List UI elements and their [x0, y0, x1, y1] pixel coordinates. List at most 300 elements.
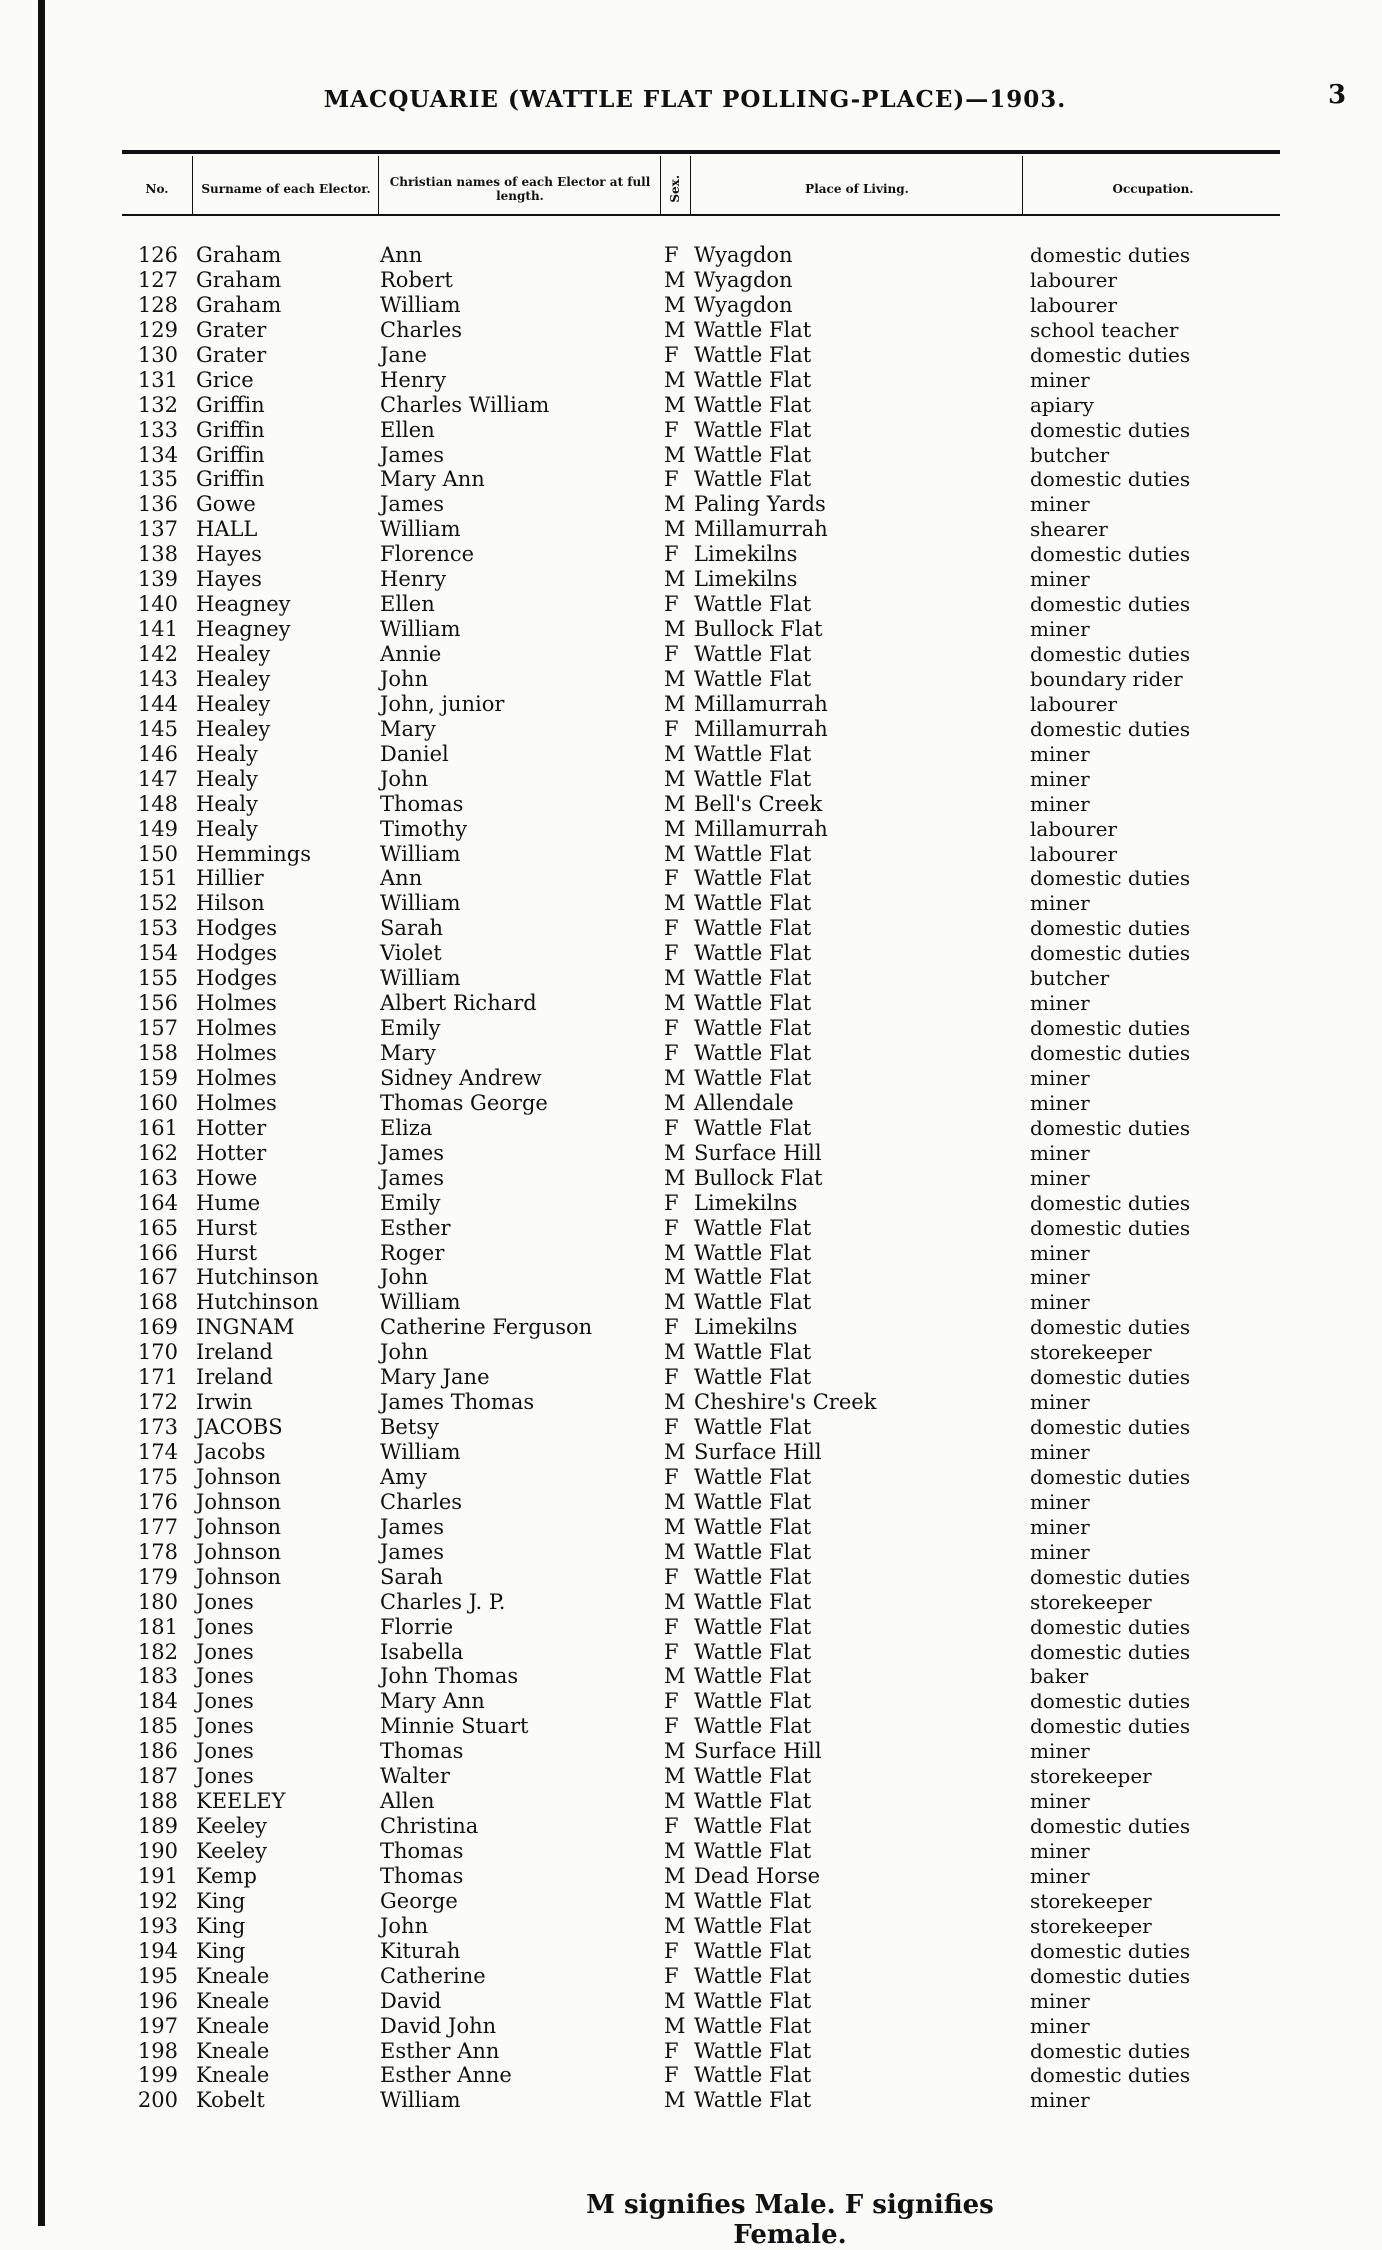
elector-surname: Holmes	[196, 1016, 277, 1041]
elector-christian-names: Jane	[380, 342, 427, 367]
elector-number: 132	[137, 392, 178, 417]
elector-christian-names: Violet	[380, 941, 442, 966]
elector-place-of-living: Wattle Flat	[694, 1714, 812, 1739]
table-row	[0, 866, 1382, 891]
elector-surname: Healey	[196, 691, 271, 716]
elector-surname: Healey	[196, 716, 271, 741]
elector-christian-names: Ellen	[380, 417, 435, 442]
table-row	[0, 1290, 1382, 1315]
elector-surname: Jones	[196, 1664, 254, 1689]
elector-sex: M	[664, 1839, 686, 1863]
table-row	[0, 1016, 1382, 1041]
elector-place-of-living: Wattle Flat	[694, 1365, 812, 1390]
elector-surname: Hodges	[196, 966, 278, 991]
elector-occupation: domestic duties	[1030, 1315, 1191, 1340]
elector-occupation: butcher	[1030, 442, 1110, 467]
elector-surname: Healy	[196, 816, 258, 841]
table-row	[0, 1166, 1382, 1191]
elector-christian-names: Albert Richard	[380, 991, 537, 1016]
elector-surname: Jones	[196, 1639, 254, 1664]
elector-sex: M	[664, 741, 686, 766]
table-row	[0, 592, 1382, 617]
elector-christian-names: James	[380, 1514, 445, 1539]
elector-occupation: domestic duties	[1030, 467, 1191, 492]
elector-number: 172	[137, 1390, 178, 1415]
elector-number: 162	[137, 1140, 178, 1165]
elector-occupation: miner	[1030, 1265, 1090, 1290]
elector-place-of-living: Wattle Flat	[694, 642, 812, 666]
col-header-surname: Surname of each Elector.	[201, 182, 371, 196]
elector-sex: M	[664, 1340, 686, 1365]
table-row	[0, 1864, 1382, 1889]
elector-sex: F	[664, 542, 679, 567]
elector-place-of-living: Wattle Flat	[694, 1016, 812, 1041]
elector-place-of-living: Wattle Flat	[694, 1789, 812, 1814]
elector-place-of-living: Wattle Flat	[694, 1215, 812, 1240]
elector-occupation: miner	[1030, 492, 1090, 517]
elector-place-of-living: Wattle Flat	[694, 1689, 812, 1714]
elector-number: 161	[137, 1115, 178, 1140]
elector-occupation: school teacher	[1030, 317, 1179, 342]
elector-surname: King	[196, 1913, 246, 1938]
elector-number: 168	[137, 1290, 178, 1315]
elector-occupation: domestic duties	[1030, 1689, 1191, 1714]
table-row	[0, 492, 1382, 517]
elector-surname: Hillier	[196, 866, 264, 891]
elector-place-of-living: Wattle Flat	[694, 866, 812, 891]
elector-occupation: domestic duties	[1030, 1115, 1191, 1140]
elector-place-of-living: Bell's Creek	[694, 791, 823, 816]
elector-surname: Hodges	[196, 916, 278, 941]
elector-christian-names: Mary Ann	[380, 1689, 485, 1714]
elector-place-of-living: Wattle Flat	[694, 467, 812, 492]
elector-sex: F	[664, 1714, 679, 1739]
table-row	[0, 1066, 1382, 1091]
elector-place-of-living: Dead Horse	[694, 1863, 821, 1888]
table-row	[0, 243, 1382, 268]
elector-place-of-living: Wattle Flat	[694, 1265, 812, 1290]
table-row	[0, 1490, 1382, 1515]
col-header-place: Place of Living.	[805, 182, 909, 196]
elector-occupation: domestic duties	[1030, 542, 1191, 567]
elector-christian-names: John	[380, 1340, 429, 1365]
elector-surname: Hotter	[196, 1115, 267, 1140]
elector-place-of-living: Wattle Flat	[694, 891, 812, 916]
elector-place-of-living: Bullock Flat	[694, 617, 823, 642]
elector-christian-names: Roger	[380, 1240, 445, 1265]
elector-number: 179	[137, 1564, 178, 1589]
elector-surname: KEELEY	[196, 1789, 286, 1814]
elector-sex: M	[664, 1240, 686, 1265]
elector-sex: M	[664, 666, 686, 691]
elector-occupation: labourer	[1030, 292, 1118, 317]
table-row	[0, 517, 1382, 542]
elector-christian-names: William	[380, 966, 461, 991]
table-row	[0, 268, 1382, 293]
elector-surname: Holmes	[196, 991, 277, 1016]
elector-christian-names: James	[380, 1140, 445, 1165]
elector-number: 146	[137, 741, 178, 766]
elector-sex: F	[664, 716, 679, 741]
table-row	[0, 667, 1382, 692]
elector-number: 126	[137, 243, 178, 267]
elector-sex: F	[664, 1190, 679, 1215]
elector-christian-names: Minnie Stuart	[380, 1714, 529, 1739]
elector-christian-names: Esther Anne	[380, 2063, 512, 2088]
elector-surname: Hurst	[196, 1240, 258, 1265]
elector-surname: Johnson	[196, 1489, 282, 1514]
elector-number: 199	[137, 2063, 178, 2088]
elector-sex: F	[664, 1365, 679, 1390]
elector-surname: Howe	[196, 1165, 258, 1190]
elector-surname: Jones	[196, 1714, 254, 1739]
elector-place-of-living: Wattle Flat	[694, 1814, 812, 1839]
elector-sex: F	[664, 1614, 679, 1639]
table-row	[0, 443, 1382, 468]
elector-surname: Heagney	[196, 617, 291, 642]
table-row	[0, 1664, 1382, 1689]
elector-occupation: labourer	[1030, 816, 1118, 841]
elector-sex: M	[664, 2088, 686, 2113]
elector-christian-names: Thomas	[380, 1863, 464, 1888]
elector-christian-names: Florrie	[380, 1614, 454, 1639]
elector-sex: F	[664, 642, 679, 666]
elector-surname: Kneale	[196, 1988, 270, 2013]
table-row	[0, 2014, 1382, 2039]
elector-sex: F	[664, 467, 679, 492]
elector-sex: M	[664, 517, 686, 542]
table-row	[0, 418, 1382, 443]
elector-sex: M	[664, 1065, 686, 1090]
elector-occupation: miner	[1030, 1065, 1090, 1090]
table-row	[0, 1814, 1382, 1839]
elector-christian-names: Mary	[380, 716, 436, 741]
elector-christian-names: John	[380, 666, 429, 691]
elector-christian-names: Ann	[380, 243, 423, 267]
table-row	[0, 1041, 1382, 1066]
elector-surname: Ireland	[196, 1340, 273, 1365]
elector-christian-names: Kiturah	[380, 1938, 461, 1963]
table-row	[0, 343, 1382, 368]
elector-sex: M	[664, 1090, 686, 1115]
table-row	[0, 318, 1382, 343]
elector-number: 193	[137, 1913, 178, 1938]
elector-occupation: domestic duties	[1030, 1016, 1191, 1041]
elector-occupation: domestic duties	[1030, 2063, 1191, 2088]
page-title: MACQUARIE (WATTLE FLAT POLLING-PLACE)—1903.	[323, 86, 1067, 113]
table-row	[0, 891, 1382, 916]
elector-occupation: miner	[1030, 1839, 1090, 1863]
elector-place-of-living: Wattle Flat	[694, 991, 812, 1016]
elector-surname: Johnson	[196, 1564, 282, 1589]
elector-number: 145	[137, 716, 178, 741]
elector-place-of-living: Wattle Flat	[694, 1614, 812, 1639]
elector-surname: Griffin	[196, 392, 265, 417]
header-rule-top	[122, 150, 1280, 154]
elector-place-of-living: Limekilns	[694, 1315, 798, 1340]
elector-surname: Griffin	[196, 467, 265, 492]
elector-surname: Gowe	[196, 492, 256, 517]
elector-number: 192	[137, 1888, 178, 1913]
elector-place-of-living: Wattle Flat	[694, 1888, 812, 1913]
elector-occupation: domestic duties	[1030, 2038, 1191, 2063]
elector-number: 182	[137, 1639, 178, 1664]
elector-occupation: domestic duties	[1030, 1041, 1191, 1065]
elector-number: 171	[137, 1365, 178, 1390]
table-row	[0, 642, 1382, 667]
elector-place-of-living: Wattle Flat	[694, 1041, 812, 1065]
elector-surname: Heagney	[196, 592, 291, 617]
elector-occupation: storekeeper	[1030, 1764, 1152, 1789]
elector-place-of-living: Wattle Flat	[694, 841, 812, 866]
elector-occupation: miner	[1030, 1165, 1090, 1190]
table-row	[0, 1714, 1382, 1739]
elector-place-of-living: Wattle Flat	[694, 442, 812, 467]
elector-place-of-living: Wattle Flat	[694, 1564, 812, 1589]
elector-sex: M	[664, 766, 686, 791]
elector-place-of-living: Wattle Flat	[694, 916, 812, 941]
elector-number: 195	[137, 1963, 178, 1988]
elector-christian-names: Emily	[380, 1016, 441, 1041]
elector-place-of-living: Wattle Flat	[694, 392, 812, 417]
elector-surname: Hayes	[196, 542, 262, 567]
table-row	[0, 1440, 1382, 1465]
elector-occupation: domestic duties	[1030, 417, 1191, 442]
elector-sex: M	[664, 1265, 686, 1290]
elector-number: 189	[137, 1814, 178, 1839]
elector-sex: M	[664, 1390, 686, 1415]
col-header-sex-label: Sex.	[668, 175, 682, 203]
elector-place-of-living: Wattle Flat	[694, 2038, 812, 2063]
elector-occupation: domestic duties	[1030, 642, 1191, 666]
table-row	[0, 1390, 1382, 1415]
elector-occupation: storekeeper	[1030, 1589, 1152, 1614]
elector-christian-names: William	[380, 2088, 461, 2113]
table-row	[0, 1265, 1382, 1290]
elector-number: 160	[137, 1090, 178, 1115]
elector-place-of-living: Millamurrah	[694, 716, 828, 741]
elector-occupation: miner	[1030, 741, 1090, 766]
elector-place-of-living: Wattle Flat	[694, 1489, 812, 1514]
elector-occupation: domestic duties	[1030, 1614, 1191, 1639]
elector-christian-names: David	[380, 1988, 442, 2013]
elector-surname: Kneale	[196, 2038, 270, 2063]
table-row	[0, 1615, 1382, 1640]
elector-sex: M	[664, 966, 686, 991]
elector-place-of-living: Wattle Flat	[694, 1065, 812, 1090]
elector-occupation: miner	[1030, 1240, 1090, 1265]
elector-christian-names: Sidney Andrew	[380, 1065, 542, 1090]
elector-occupation: labourer	[1030, 691, 1118, 716]
elector-surname: Holmes	[196, 1041, 277, 1065]
elector-occupation: domestic duties	[1030, 592, 1191, 617]
table-row	[0, 1565, 1382, 1590]
elector-place-of-living: Wattle Flat	[694, 2013, 812, 2038]
elector-occupation: domestic duties	[1030, 941, 1191, 966]
elector-occupation: miner	[1030, 617, 1090, 642]
elector-sex: F	[664, 1639, 679, 1664]
elector-sex: M	[664, 292, 686, 317]
elector-number: 140	[137, 592, 178, 617]
elector-surname: Graham	[196, 267, 282, 292]
table-row	[0, 1789, 1382, 1814]
elector-place-of-living: Wattle Flat	[694, 367, 812, 392]
elector-sex: F	[664, 1016, 679, 1041]
elector-number: 183	[137, 1664, 178, 1689]
elector-number: 164	[137, 1190, 178, 1215]
elector-occupation: miner	[1030, 1514, 1090, 1539]
elector-place-of-living: Wyagdon	[694, 267, 793, 292]
table-row	[0, 1141, 1382, 1166]
elector-christian-names: Daniel	[380, 741, 449, 766]
table-row	[0, 293, 1382, 318]
elector-place-of-living: Wattle Flat	[694, 1514, 812, 1539]
table-row	[0, 1091, 1382, 1116]
elector-number: 180	[137, 1589, 178, 1614]
elector-surname: Griffin	[196, 417, 265, 442]
elector-christian-names: Sarah	[380, 916, 443, 941]
elector-place-of-living: Wattle Flat	[694, 1988, 812, 2013]
elector-surname: Healy	[196, 741, 258, 766]
elector-christian-names: Isabella	[380, 1639, 464, 1664]
table-row	[0, 1365, 1382, 1390]
elector-sex: F	[664, 1814, 679, 1839]
sex-legend: M signifies Male. F signifies Female.	[586, 2190, 994, 2250]
elector-place-of-living: Surface Hill	[694, 1739, 822, 1764]
elector-sex: M	[664, 617, 686, 642]
table-row	[0, 1191, 1382, 1216]
elector-occupation: domestic duties	[1030, 243, 1191, 267]
elector-surname: Hutchinson	[196, 1265, 319, 1290]
elector-occupation: miner	[1030, 1290, 1090, 1315]
elector-surname: Grater	[196, 317, 267, 342]
header-rule-bottom	[122, 214, 1280, 216]
elector-place-of-living: Wattle Flat	[694, 1839, 812, 1863]
elector-number: 181	[137, 1614, 178, 1639]
elector-surname: Kneale	[196, 1963, 270, 1988]
elector-surname: Griffin	[196, 442, 265, 467]
table-row	[0, 1116, 1382, 1141]
elector-occupation: butcher	[1030, 966, 1110, 991]
elector-surname: Hurst	[196, 1215, 258, 1240]
elector-number: 170	[137, 1340, 178, 1365]
elector-occupation: domestic duties	[1030, 1639, 1191, 1664]
elector-sex: M	[664, 1789, 686, 1814]
elector-christian-names: William	[380, 617, 461, 642]
elector-christian-names: John	[380, 1913, 429, 1938]
elector-place-of-living: Millamurrah	[694, 816, 828, 841]
elector-sex: F	[664, 1963, 679, 1988]
elector-number: 196	[137, 1988, 178, 2013]
table-row	[0, 966, 1382, 991]
table-row	[0, 742, 1382, 767]
elector-sex: M	[664, 1489, 686, 1514]
elector-sex: M	[664, 317, 686, 342]
table-row	[0, 692, 1382, 717]
elector-place-of-living: Surface Hill	[694, 1440, 822, 1464]
elector-number: 184	[137, 1689, 178, 1714]
elector-number: 153	[137, 916, 178, 941]
elector-christian-names: Charles	[380, 317, 463, 342]
elector-sex: M	[664, 891, 686, 916]
elector-surname: Healy	[196, 791, 258, 816]
elector-occupation: domestic duties	[1030, 916, 1191, 941]
elector-christian-names: Timothy	[380, 816, 468, 841]
elector-christian-names: Thomas	[380, 1739, 464, 1764]
elector-christian-names: Eliza	[380, 1115, 433, 1140]
elector-sex: F	[664, 1464, 679, 1489]
table-row	[0, 1540, 1382, 1565]
elector-surname: Hilson	[196, 891, 265, 916]
elector-place-of-living: Limekilns	[694, 1190, 798, 1215]
elector-sex: M	[664, 1140, 686, 1165]
elector-christian-names: Florence	[380, 542, 475, 567]
table-row	[0, 842, 1382, 867]
elector-sex: F	[664, 2063, 679, 2088]
elector-surname: Holmes	[196, 1065, 277, 1090]
table-row	[0, 1839, 1382, 1864]
elector-sex: M	[664, 791, 686, 816]
elector-place-of-living: Wattle Flat	[694, 966, 812, 991]
elector-surname: INGNAM	[196, 1315, 295, 1340]
elector-christian-names: William	[380, 1440, 461, 1464]
elector-number: 151	[137, 866, 178, 891]
elector-occupation: domestic duties	[1030, 866, 1191, 891]
elector-sex: M	[664, 1739, 686, 1764]
elector-occupation: domestic duties	[1030, 1365, 1191, 1390]
elector-surname: Hayes	[196, 567, 262, 592]
elector-occupation: domestic duties	[1030, 1190, 1191, 1215]
elector-christian-names: William	[380, 841, 461, 866]
elector-occupation: labourer	[1030, 841, 1118, 866]
elector-place-of-living: Wattle Flat	[694, 1340, 812, 1365]
elector-place-of-living: Wattle Flat	[694, 1664, 812, 1689]
elector-place-of-living: Bullock Flat	[694, 1165, 823, 1190]
elector-place-of-living: Wattle Flat	[694, 941, 812, 966]
elector-number: 130	[137, 342, 178, 367]
elector-occupation: domestic duties	[1030, 1938, 1191, 1963]
elector-occupation: miner	[1030, 1789, 1090, 1814]
elector-sex: M	[664, 567, 686, 592]
elector-sex: F	[664, 1938, 679, 1963]
elector-number: 191	[137, 1863, 178, 1888]
table-row	[0, 1964, 1382, 1989]
elector-number: 176	[137, 1489, 178, 1514]
elector-surname: Johnson	[196, 1539, 282, 1564]
table-row	[0, 617, 1382, 642]
elector-number: 188	[137, 1789, 178, 1814]
elector-place-of-living: Wattle Flat	[694, 1290, 812, 1315]
elector-occupation: domestic duties	[1030, 1215, 1191, 1240]
elector-sex: M	[664, 1764, 686, 1789]
elector-place-of-living: Limekilns	[694, 542, 798, 567]
elector-sex: M	[664, 1664, 686, 1689]
elector-christian-names: James Thomas	[380, 1390, 535, 1415]
elector-occupation: baker	[1030, 1664, 1089, 1689]
col-header-sex	[662, 168, 688, 210]
elector-occupation: miner	[1030, 1440, 1090, 1464]
elector-place-of-living: Wattle Flat	[694, 1938, 812, 1963]
elector-christian-names: Allen	[380, 1789, 435, 1814]
elector-surname: Grater	[196, 342, 267, 367]
table-row	[0, 1739, 1382, 1764]
elector-christian-names: Charles J. P.	[380, 1589, 506, 1614]
elector-surname: Jones	[196, 1589, 254, 1614]
elector-surname: Ireland	[196, 1365, 273, 1390]
elector-place-of-living: Wattle Flat	[694, 342, 812, 367]
elector-sex: F	[664, 1689, 679, 1714]
elector-sex: M	[664, 1440, 686, 1464]
